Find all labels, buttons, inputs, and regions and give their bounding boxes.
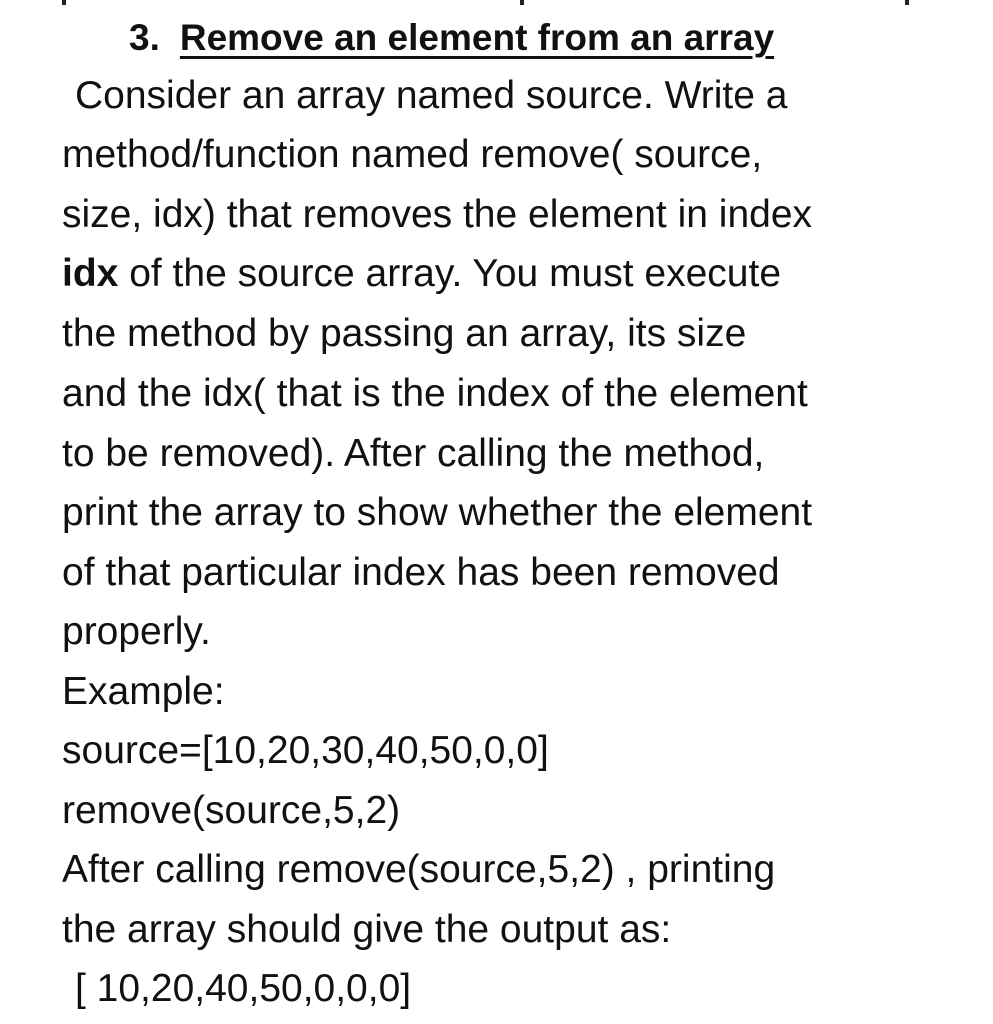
example-after-line: After calling remove(source,5,2) , printing	[62, 848, 776, 891]
question-number: 3.	[129, 17, 160, 58]
body-line: of that particular index has been removed	[62, 551, 780, 594]
body-line: print the array to show whether the element	[62, 491, 813, 534]
question-title: Remove an element from an array	[179, 17, 775, 58]
body-line: and the idx( that is the index of the element	[62, 372, 808, 415]
body-line: Consider an array named source. Write a	[75, 74, 788, 117]
example-source-line: source=[10,20,30,40,50,0,0]	[62, 729, 549, 772]
body-line: properly.	[62, 610, 211, 653]
body-line: size, idx) that removes the element in index	[62, 193, 813, 236]
body-line	[62, 248, 781, 300]
body-line: to be removed). After calling the method,	[62, 432, 765, 475]
example-after-line: the array should give the output as:	[62, 908, 672, 951]
example-output-line: [ 10,20,40,50,0,0,0]	[75, 967, 412, 1010]
cropped-top-marks	[0, 0, 993, 6]
param-idx-bold: idx	[62, 252, 119, 295]
crop-mark	[905, 0, 909, 5]
crop-mark	[62, 0, 66, 5]
question-heading	[129, 10, 774, 66]
body-line: method/function named remove( source,	[62, 133, 763, 176]
example-label: Example:	[62, 670, 225, 713]
crop-mark	[520, 0, 524, 5]
body-line-text: of the source array. You must execute	[118, 252, 782, 295]
example-call-line: remove(source,5,2)	[62, 789, 401, 832]
body-line: the method by passing an array, its size	[62, 312, 747, 355]
